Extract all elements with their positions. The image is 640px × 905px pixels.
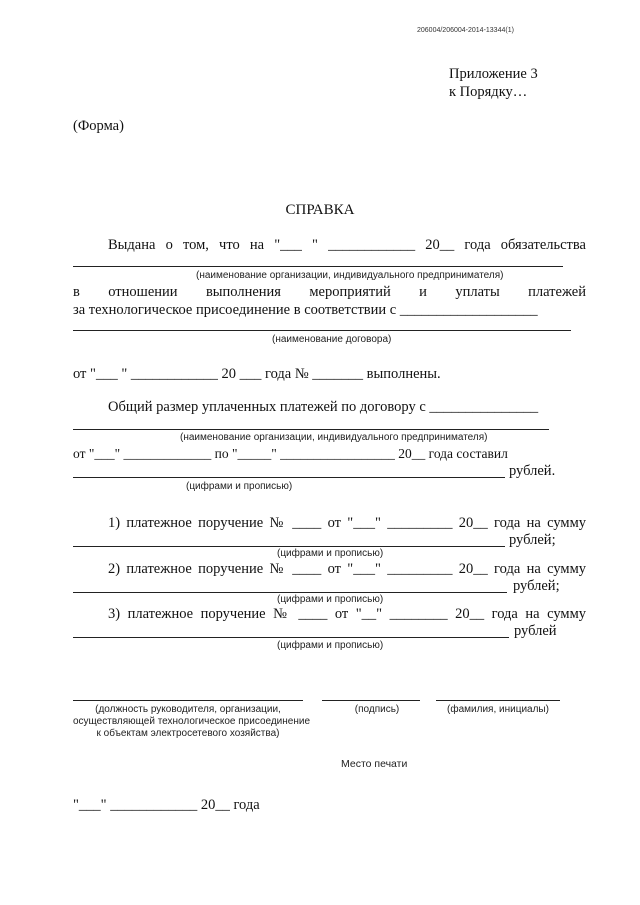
- position-caption-3: к объектам электросетевого хозяйства): [96, 728, 280, 739]
- p1-word: и: [419, 284, 427, 300]
- order-1-caption: (цифрами и прописью): [277, 548, 384, 559]
- amount-caption: (цифрами и прописью): [186, 481, 293, 492]
- order-1: 1) платежное поручение № ____ от "___" _________ 20__ года на сумму: [108, 515, 586, 531]
- order-3-amount-line: [73, 637, 509, 638]
- stamp-place: Место печати: [341, 758, 408, 770]
- contract-name-line: [73, 330, 571, 331]
- order-2: 2) платежное поручение № ____ от "___" _________ 20__ года на сумму: [108, 561, 586, 577]
- order-1-rub: рублей;: [509, 532, 556, 548]
- order-2-caption: (цифрами и прописью): [277, 594, 384, 605]
- date-line: "___" ____________ 20__ года: [73, 797, 260, 813]
- p1-word: платежей: [528, 284, 586, 300]
- order-3-caption: (цифрами и прописью): [277, 640, 384, 651]
- org-name-line-2: [73, 429, 549, 430]
- signature-caption: (подпись): [354, 704, 400, 715]
- form-label: (Форма): [73, 118, 124, 134]
- order-2-amount-line: [73, 592, 507, 593]
- full-name-caption: (фамилия, инициалы): [447, 704, 549, 715]
- document-title: СПРАВКА: [285, 202, 355, 218]
- p1-word: мероприятий: [309, 284, 391, 300]
- p2-line2: от "___" _____________ по "_____" _________________ 20__ года составил: [73, 446, 508, 461]
- order-2-rub: рублей;: [513, 578, 560, 594]
- org-name-caption: (наименование организации, индивидуального предпринимателя): [196, 270, 504, 281]
- org-name-line: [73, 266, 563, 267]
- p1-word: отношении: [108, 284, 178, 300]
- order-1-amount-line: [73, 546, 505, 547]
- document-id: 206004/206004-2014-13344(1): [417, 27, 514, 34]
- p1-line4: от "___ " ____________ 20 ___ года № _______ выполнены.: [73, 366, 441, 382]
- p1-lead: Выдана о том, что на "___ " ____________ 20__ года обязательства: [108, 237, 586, 253]
- order-3-rub: рублей: [514, 623, 557, 639]
- org-name-caption-2: (наименование организации, индивидуального предпринимателя): [180, 432, 488, 443]
- appendix-line-1: Приложение 3: [449, 66, 538, 82]
- p1-justified-line: [73, 284, 586, 301]
- contract-name-caption: (наименование договора): [272, 334, 392, 345]
- p1-word: выполнения: [205, 284, 281, 300]
- amount-line: [73, 477, 505, 478]
- p2-lead: Общий размер уплаченных платежей по договору с _______________: [108, 399, 539, 415]
- appendix-line-2: к Порядку…: [449, 84, 528, 100]
- position-line: [73, 700, 303, 701]
- p1-line3: за технологическое присоединение в соответствии с ___________________: [73, 302, 538, 318]
- p1-word: уплаты: [455, 284, 500, 300]
- position-caption-2: осуществляющей технологическое присоединение: [73, 716, 311, 727]
- position-caption-1: (должность руководителя, организации,: [95, 704, 281, 715]
- full-name-line: [436, 700, 560, 701]
- signature-line: [322, 700, 420, 701]
- p2-rub: рублей.: [509, 463, 556, 479]
- order-3: 3) платежное поручение № ____ от "__" ________ 20__ года на сумму: [108, 606, 586, 622]
- p1-word: в: [73, 284, 80, 300]
